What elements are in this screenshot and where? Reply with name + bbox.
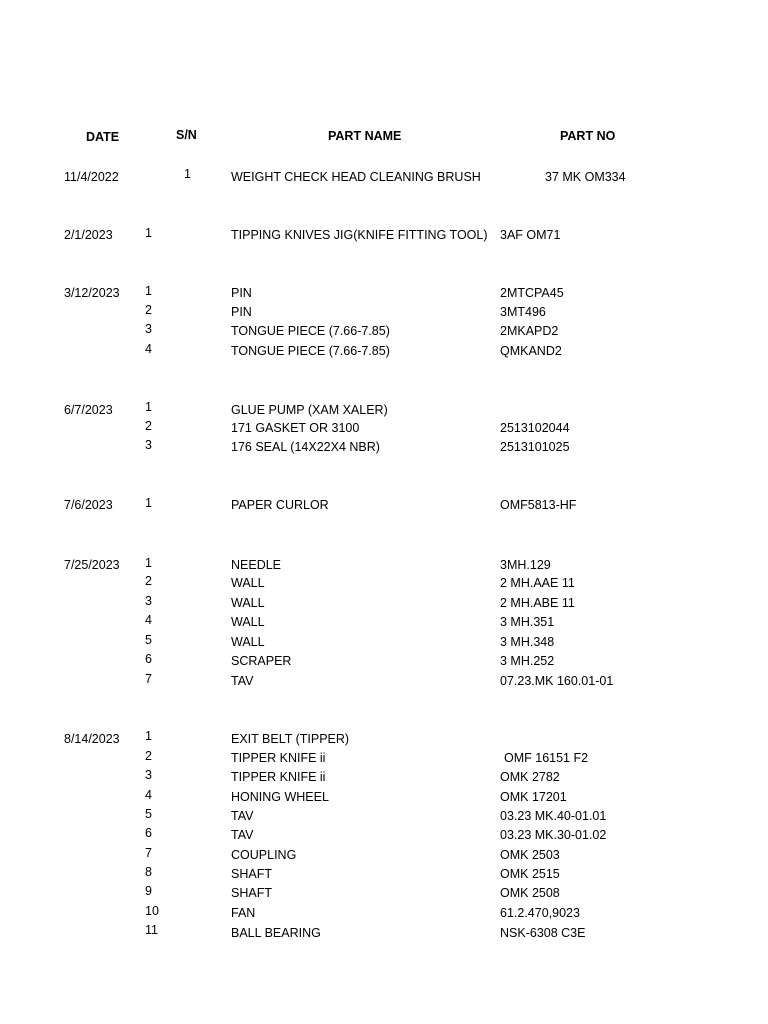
row-date: 2/1/2023 [64, 228, 113, 242]
row-part-no: 3MH.129 [500, 558, 551, 572]
row-part-no: 03.23 MK.40-01.01 [500, 809, 607, 823]
row-sn: 6 [145, 826, 152, 840]
row-part-name: TIPPER KNIFE ii [231, 770, 326, 784]
row-part-no: OMK 2782 [500, 770, 560, 784]
row-part-no: 3AF OM71 [500, 228, 561, 242]
row-part-name: WEIGHT CHECK HEAD CLEANING BRUSH [231, 170, 481, 184]
row-sn: 10 [145, 904, 159, 918]
header-part-name: PART NAME [328, 129, 402, 143]
row-part-no: 2513102044 [500, 421, 570, 435]
row-sn: 7 [145, 846, 152, 860]
row-part-no: 2MTCPA45 [500, 286, 564, 300]
row-sn: 7 [145, 672, 152, 686]
row-date: 3/12/2023 [64, 286, 120, 300]
row-part-name: SHAFT [231, 886, 272, 900]
row-sn: 1 [145, 496, 152, 510]
row-part-no: OMK 17201 [500, 790, 567, 804]
row-sn: 3 [145, 322, 152, 336]
row-part-name: 176 SEAL (14X22X4 NBR) [231, 440, 380, 454]
row-part-no: 07.23.MK 160.01-01 [500, 674, 614, 688]
row-part-no: 3 MH.348 [500, 635, 555, 649]
row-date: 6/7/2023 [64, 403, 113, 417]
row-part-no: OMK 2508 [500, 886, 560, 900]
row-sn: 11 [145, 923, 158, 937]
header-date: DATE [86, 130, 120, 144]
row-sn: 1 [145, 226, 152, 240]
row-sn: 1 [145, 729, 152, 743]
header-sn: S/N [176, 128, 197, 142]
row-part-no: NSK-6308 C3E [500, 926, 586, 940]
row-sn: 2 [145, 303, 152, 317]
row-part-name: SHAFT [231, 867, 272, 881]
row-sn: 5 [145, 633, 152, 647]
row-sn: 2 [145, 574, 152, 588]
row-part-no: OMF 16151 F2 [504, 751, 589, 765]
row-part-no: 37 MK OM334 [545, 170, 626, 184]
row-part-name: 171 GASKET OR 3100 [231, 421, 360, 435]
row-sn: 1 [145, 556, 152, 570]
row-part-name: GLUE PUMP (XAM XALER) [231, 403, 388, 417]
row-part-name: EXIT BELT (TIPPER) [231, 732, 350, 746]
row-part-no: 2MKAPD2 [500, 324, 559, 338]
row-sn: 1 [145, 400, 152, 414]
row-date: 8/14/2023 [64, 732, 120, 746]
row-date: 7/25/2023 [64, 558, 120, 572]
header-part-no: PART NO [560, 129, 616, 143]
row-part-name: BALL BEARING [231, 926, 321, 940]
row-part-no: 2 MH.ABE 11 [500, 596, 575, 610]
row-part-name: WALL [231, 615, 265, 629]
row-sn: 9 [145, 884, 152, 898]
row-sn: 3 [145, 594, 152, 608]
row-part-name: SCRAPER [231, 654, 292, 668]
row-part-name: TIPPING KNIVES JIG(KNIFE FITTING TOOL) [231, 228, 488, 242]
row-part-no: 3MT496 [500, 305, 546, 319]
row-part-name: COUPLING [231, 848, 297, 862]
row-part-name: WALL [231, 576, 265, 590]
row-part-name: WALL [231, 635, 265, 649]
row-part-name: HONING WHEEL [231, 790, 329, 804]
row-part-no: 3 MH.351 [500, 615, 555, 629]
row-sn: 4 [145, 788, 152, 802]
row-sn: 2 [145, 419, 152, 433]
row-part-name: FAN [231, 906, 256, 920]
row-part-no: OMF5813-HF [500, 498, 577, 512]
row-sn: 6 [145, 652, 152, 666]
row-sn: 8 [145, 865, 152, 879]
row-part-no: 2513101025 [500, 440, 570, 454]
row-part-name: TIPPER KNIFE ii [231, 751, 326, 765]
row-part-name: TONGUE PIECE (7.66-7.85) [231, 344, 390, 358]
row-part-name: PAPER CURLOR [231, 498, 329, 512]
row-part-name: PIN [231, 286, 252, 300]
row-sn: 3 [145, 438, 152, 452]
row-part-no: QMKAND2 [500, 344, 562, 358]
row-part-name: TAV [231, 674, 254, 688]
row-part-name: TONGUE PIECE (7.66-7.85) [231, 324, 390, 338]
row-part-no: 3 MH.252 [500, 654, 555, 668]
row-part-name: NEEDLE [231, 558, 282, 572]
row-part-no: 03.23 MK.30-01.02 [500, 828, 607, 842]
row-part-name: PIN [231, 305, 252, 319]
row-date: 11/4/2022 [64, 170, 119, 184]
row-sn: 5 [145, 807, 152, 821]
row-part-name: TAV [231, 828, 254, 842]
row-sn: 1 [145, 284, 152, 298]
row-sn: 3 [145, 768, 152, 782]
row-part-no: 2 MH.AAE 11 [500, 576, 575, 590]
row-sn: 4 [145, 613, 152, 627]
row-sn: 1 [184, 167, 191, 181]
row-sn: 2 [145, 749, 152, 763]
row-part-name: WALL [231, 596, 265, 610]
row-date: 7/6/2023 [64, 498, 113, 512]
row-part-no: 61.2.470,9023 [500, 906, 580, 920]
row-part-no: OMK 2503 [500, 848, 560, 862]
row-part-name: TAV [231, 809, 254, 823]
row-part-no: OMK 2515 [500, 867, 560, 881]
row-sn: 4 [145, 342, 152, 356]
